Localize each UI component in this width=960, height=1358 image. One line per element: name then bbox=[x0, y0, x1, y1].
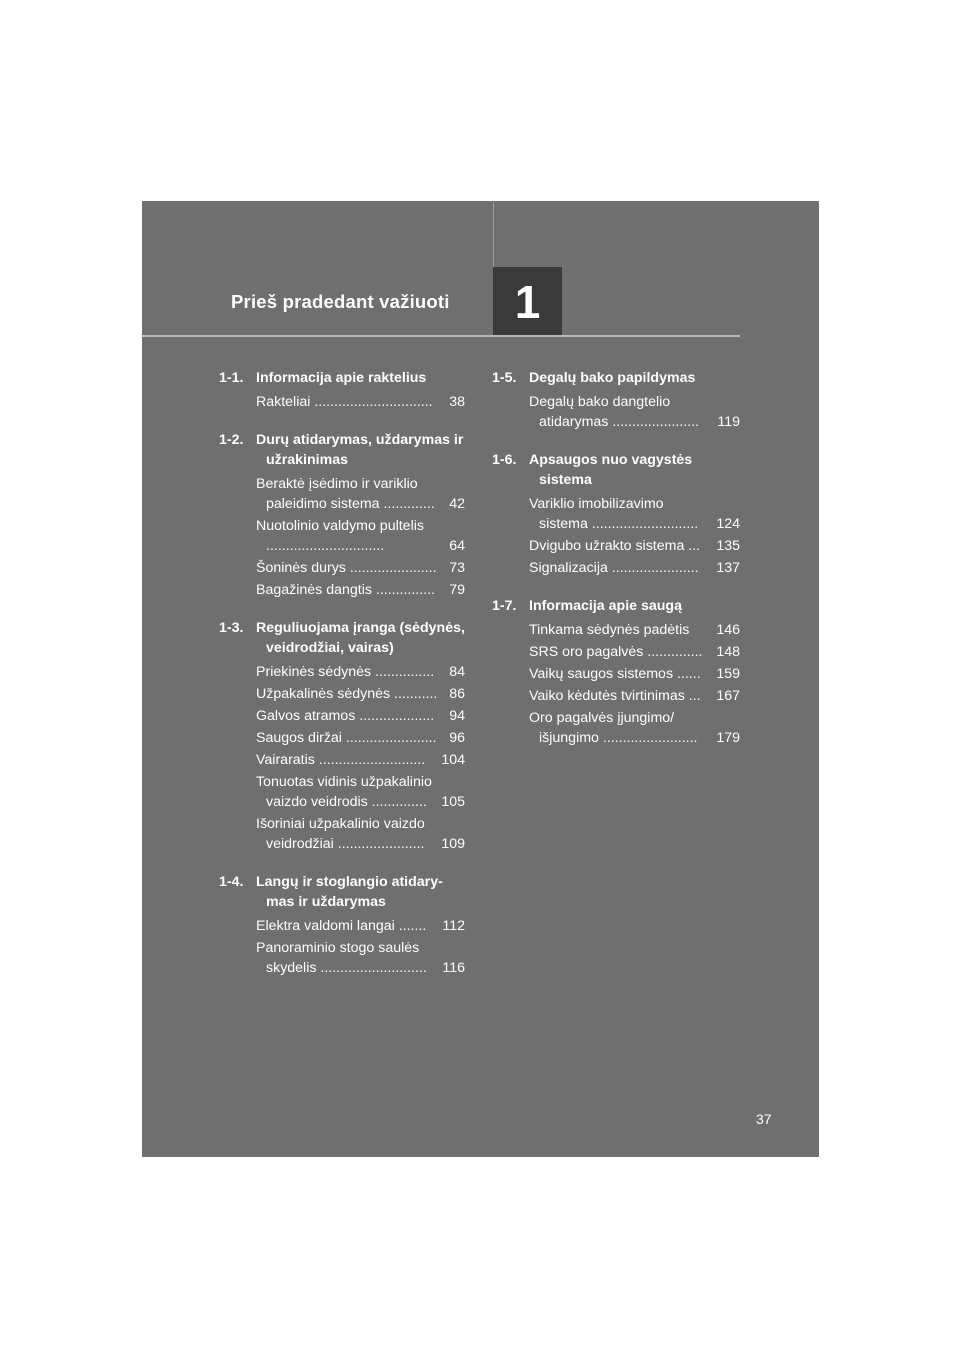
toc-entry-page: 94 bbox=[449, 708, 465, 724]
toc-entry-page: 137 bbox=[716, 560, 740, 576]
toc-entry-label: Saugos diržai ....................... bbox=[256, 730, 437, 746]
toc-entry-page: 73 bbox=[449, 560, 465, 576]
toc-right-column bbox=[492, 368, 740, 766]
toc-entry-page: 42 bbox=[449, 496, 465, 512]
toc-entry[interactable] bbox=[256, 938, 465, 978]
section-heading[interactable] bbox=[492, 450, 740, 490]
toc-entry-page: 84 bbox=[449, 664, 465, 680]
toc-entry-label: Elektra valdomi langai ....... bbox=[256, 918, 427, 934]
toc-entry-page: 146 bbox=[716, 622, 740, 638]
toc-entry-label: Vaiko kėdutės tvirtinimas ... bbox=[529, 688, 701, 704]
toc-entry[interactable] bbox=[256, 684, 465, 704]
section-heading[interactable] bbox=[219, 430, 465, 470]
section-number: 1-3. bbox=[219, 620, 244, 636]
toc-entry-label: Išoriniai užpakalinio vaizdo veidrodžiai ...................... bbox=[256, 816, 425, 852]
section-heading[interactable] bbox=[219, 368, 465, 388]
section-title: Reguliuojama įranga (sėdynės, veidrodžiai, vairas) bbox=[256, 620, 465, 656]
toc-entry-label: Panoraminio stogo saulės skydelis ........................... bbox=[256, 940, 427, 976]
toc-entry-label: Degalų bako dangtelio atidarymas ...................... bbox=[529, 394, 700, 430]
toc-section bbox=[219, 430, 465, 600]
section-number: 1-1. bbox=[219, 370, 244, 386]
chapter-number-box bbox=[493, 267, 562, 336]
page-panel bbox=[142, 201, 819, 1157]
toc-entry[interactable] bbox=[529, 494, 740, 534]
toc-section bbox=[492, 450, 740, 578]
toc-entry-page: 135 bbox=[716, 538, 740, 554]
toc-entry-label: Dvigubo užrakto sistema ... bbox=[529, 538, 701, 554]
toc-entry-label: Tinkama sėdynės padėtis bbox=[529, 622, 690, 638]
toc-entry[interactable] bbox=[529, 536, 740, 556]
section-number: 1-4. bbox=[219, 874, 244, 890]
toc-entry-label: Bagažinės dangtis ............... bbox=[256, 582, 436, 598]
toc-entry[interactable] bbox=[256, 474, 465, 514]
section-title: Informacija apie raktelius bbox=[256, 370, 427, 386]
section-number: 1-6. bbox=[492, 452, 517, 468]
section-heading[interactable] bbox=[219, 872, 465, 912]
toc-entry[interactable] bbox=[529, 392, 740, 432]
toc-entry-page: 148 bbox=[716, 644, 740, 660]
toc-entry[interactable] bbox=[256, 728, 465, 748]
toc-entry-page: 124 bbox=[716, 516, 740, 532]
toc-entry[interactable] bbox=[256, 662, 465, 682]
toc-entry[interactable] bbox=[529, 620, 740, 640]
section-number: 1-5. bbox=[492, 370, 517, 386]
toc-entry-label: Galvos atramos ................... bbox=[256, 708, 435, 724]
toc-entry-label: Šoninės durys ...................... bbox=[256, 560, 437, 576]
section-number: 1-7. bbox=[492, 598, 517, 614]
chapter-header bbox=[142, 201, 740, 335]
section-title: Apsaugos nuo vagystės sistema bbox=[529, 452, 693, 488]
chapter-number: 1 bbox=[514, 275, 541, 328]
section-heading[interactable] bbox=[492, 368, 740, 388]
toc-entry[interactable] bbox=[256, 814, 465, 854]
toc-entry[interactable] bbox=[529, 642, 740, 662]
toc-entry-label: SRS oro pagalvės .............. bbox=[529, 644, 703, 660]
toc-entry-label: Vaikų saugos sistemos ...... bbox=[529, 666, 701, 682]
toc-entry-page: 38 bbox=[449, 394, 465, 410]
section-title: Durų atidarymas, uždarymas ir užrakinimas bbox=[256, 432, 464, 468]
header-divider-vertical bbox=[493, 201, 494, 267]
toc-entry-page: 119 bbox=[717, 414, 740, 430]
toc-section bbox=[492, 368, 740, 432]
toc-entry[interactable] bbox=[256, 706, 465, 726]
toc-entry-page: 167 bbox=[716, 688, 740, 704]
toc-entry-label: Beraktė įsėdimo ir variklio paleidimo sistema ............. bbox=[256, 476, 435, 512]
toc-entry[interactable] bbox=[256, 392, 465, 412]
section-heading[interactable] bbox=[492, 596, 740, 616]
chapter-title: Prieš pradedant važiuoti bbox=[231, 291, 450, 312]
toc-entry-page: 109 bbox=[441, 836, 465, 852]
toc-entry[interactable] bbox=[529, 558, 740, 578]
toc-section bbox=[492, 596, 740, 748]
toc-entry[interactable] bbox=[256, 580, 465, 600]
toc-entry-page: 179 bbox=[716, 730, 740, 746]
toc-entry-label: Oro pagalvės įjungimo/ išjungimo ........................ bbox=[529, 710, 698, 746]
toc-entry[interactable] bbox=[256, 916, 465, 936]
toc-left-column bbox=[219, 368, 465, 996]
section-number: 1-2. bbox=[219, 432, 244, 448]
section-title: Langų ir stoglangio atidary- mas ir uždarymas bbox=[256, 874, 443, 910]
toc-entry-page: 105 bbox=[441, 794, 465, 810]
toc-entry[interactable] bbox=[256, 772, 465, 812]
toc-entry-label: Užpakalinės sėdynės ........... bbox=[256, 686, 438, 702]
page-number: 37 bbox=[756, 1111, 772, 1127]
toc-entry-page: 79 bbox=[449, 582, 465, 598]
toc-entry-label: Priekinės sėdynės ............... bbox=[256, 664, 435, 680]
toc-entry[interactable] bbox=[529, 686, 740, 706]
toc-entry-label: Rakteliai .............................. bbox=[256, 394, 433, 410]
toc-section bbox=[219, 368, 465, 412]
toc-entry-page: 112 bbox=[442, 918, 465, 934]
toc-entry[interactable] bbox=[256, 750, 465, 770]
toc-entry-label: Variklio imobilizavimo sistema ........................... bbox=[529, 496, 699, 532]
section-heading[interactable] bbox=[219, 618, 465, 658]
toc-entry-page: 96 bbox=[449, 730, 465, 746]
section-title: Informacija apie saugą bbox=[529, 598, 682, 614]
toc-entry[interactable] bbox=[256, 516, 465, 556]
toc-entry-label: Tonuotas vidinis užpakalinio vaizdo veidrodis .............. bbox=[256, 774, 432, 810]
toc-entry[interactable] bbox=[529, 664, 740, 684]
toc-entry-page: 86 bbox=[449, 686, 465, 702]
toc-entry-label: Signalizacija ...................... bbox=[529, 560, 699, 576]
toc-section bbox=[219, 872, 465, 978]
toc-entry-page: 64 bbox=[449, 538, 465, 554]
toc-entry-page: 104 bbox=[441, 752, 465, 768]
toc-entry[interactable] bbox=[529, 708, 740, 748]
toc-entry-label: Nuotolinio valdymo pultelis .............................. bbox=[256, 518, 424, 554]
header-divider bbox=[142, 335, 740, 337]
toc-entry-page: 116 bbox=[442, 960, 465, 976]
toc-entry-page: 159 bbox=[716, 666, 740, 682]
toc-section bbox=[219, 618, 465, 854]
section-title: Degalų bako papildymas bbox=[529, 370, 696, 386]
toc-entry[interactable] bbox=[256, 558, 465, 578]
toc-entry-label: Vairaratis ........................... bbox=[256, 752, 426, 768]
